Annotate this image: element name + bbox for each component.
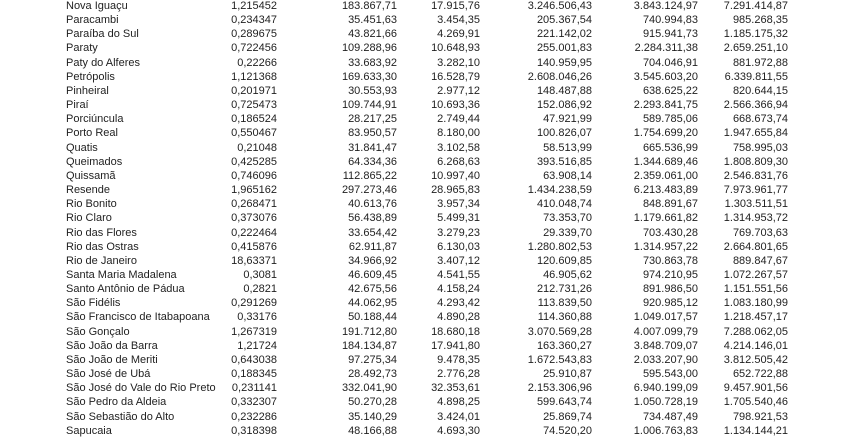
value-cell: 2.608.046,26 (527, 70, 592, 83)
value-cell: 7.288.062,05 (723, 325, 788, 338)
table-row (66, 211, 788, 225)
table-row (66, 296, 788, 310)
municipality-name-cell: São José do Vale do Rio Preto (66, 382, 216, 395)
value-cell: 1.083.180,99 (723, 297, 788, 310)
value-cell: 0,643038 (231, 353, 277, 366)
table-row (66, 282, 788, 296)
value-cell: 0,318398 (231, 424, 277, 437)
value-cell: 1.314.953,72 (723, 212, 788, 225)
value-cell: 1,121368 (231, 70, 277, 83)
municipality-name-cell: Queimados (66, 155, 123, 168)
value-cell: 40.613,76 (348, 198, 397, 211)
value-cell: 0,232286 (231, 410, 277, 423)
value-cell: 64.334,36 (348, 155, 397, 168)
value-cell: 4.898,25 (437, 396, 480, 409)
value-cell: 0,415876 (231, 240, 277, 253)
value-cell: 6.940.199,09 (633, 382, 698, 395)
value-cell: 668.673,74 (732, 113, 788, 126)
value-cell: 255.001,83 (536, 42, 592, 55)
value-cell: 1.947.655,84 (723, 127, 788, 140)
value-cell: 35.140,29 (348, 410, 397, 423)
value-cell: 2.033.207,90 (633, 353, 698, 366)
municipality-name-cell: Quissamã (66, 169, 116, 182)
value-cell: 758.995,03 (732, 141, 788, 154)
municipality-name-cell: São Pedro da Aldeia (66, 396, 167, 409)
value-cell: 1.705.540,46 (723, 396, 788, 409)
value-cell: 1,215452 (231, 0, 277, 12)
value-cell: 652.722,88 (732, 368, 788, 381)
table-row (66, 339, 788, 353)
municipality-table-body (66, 0, 788, 438)
value-cell: 0,332307 (231, 396, 277, 409)
value-cell: 595.543,00 (642, 368, 698, 381)
municipality-name-cell: São João de Meriti (66, 353, 158, 366)
value-cell: 3.424,01 (437, 410, 480, 423)
value-cell: 703.430,28 (642, 226, 698, 239)
value-cell: 297.273,46 (341, 184, 397, 197)
value-cell: 4.269,91 (437, 28, 480, 41)
value-cell: 1.185.175,32 (723, 28, 788, 41)
value-cell: 740.994,83 (642, 14, 698, 27)
value-cell: 0,188345 (231, 368, 277, 381)
value-cell: 8.180,00 (437, 127, 480, 140)
value-cell: 28.965,83 (431, 184, 480, 197)
value-cell: 1.050.728,19 (633, 396, 698, 409)
municipality-name-cell: São José de Ubá (66, 368, 151, 381)
value-cell: 46.609,45 (348, 268, 397, 281)
value-cell: 332.041,90 (341, 382, 397, 395)
value-cell: 25.910,87 (543, 368, 592, 381)
value-cell: 148.487,88 (536, 84, 592, 97)
table-row (66, 70, 788, 84)
value-cell: 1.072.267,57 (723, 268, 788, 281)
value-cell: 3.454,35 (437, 14, 480, 27)
table-row (66, 310, 788, 324)
municipality-name-cell: Sapucaia (66, 424, 112, 437)
value-cell: 50.270,28 (348, 396, 397, 409)
value-cell: 47.921,99 (543, 113, 592, 126)
value-cell: 2.293.841,75 (633, 99, 698, 112)
value-cell: 2.153.306,96 (527, 382, 592, 395)
value-cell: 6.130,03 (437, 240, 480, 253)
value-cell: 212.731,26 (536, 283, 592, 296)
value-cell: 820.644,15 (732, 84, 788, 97)
value-cell: 205.367,54 (536, 14, 592, 27)
value-cell: 0,291269 (231, 297, 277, 310)
value-cell: 848.891,67 (642, 198, 698, 211)
value-cell: 18,63371 (231, 254, 277, 267)
value-cell: 6.268,63 (437, 155, 480, 168)
table-row (66, 0, 788, 13)
municipality-name-cell: Nova Iguaçu (66, 0, 128, 12)
table-row (66, 325, 788, 339)
value-cell: 74.520,20 (543, 424, 592, 437)
municipality-name-cell: Paraty (66, 42, 98, 55)
value-cell: 4.007.099,79 (633, 325, 698, 338)
municipality-name-cell: Rio das Ostras (66, 240, 139, 253)
table-row (66, 155, 788, 169)
value-cell: 29.339,70 (543, 226, 592, 239)
value-cell: 0,425285 (231, 155, 277, 168)
value-cell: 152.086,92 (536, 99, 592, 112)
value-cell: 83.950,57 (348, 127, 397, 140)
value-cell: 31.841,47 (348, 141, 397, 154)
table-row (66, 141, 788, 155)
value-cell: 3.545.603,20 (633, 70, 698, 83)
municipality-name-cell: São João da Barra (66, 339, 158, 352)
value-cell: 0,746096 (231, 169, 277, 182)
value-cell: 2.566.366,94 (723, 99, 788, 112)
value-cell: 191.712,80 (341, 325, 397, 338)
value-cell: 140.959,95 (536, 56, 592, 69)
value-cell: 0,725473 (231, 99, 277, 112)
value-cell: 56.438,89 (348, 212, 397, 225)
value-cell: 58.513,99 (543, 141, 592, 154)
value-cell: 3.279,23 (437, 226, 480, 239)
value-cell: 1,965162 (231, 184, 277, 197)
municipality-name-cell: Santo Antônio de Pádua (66, 283, 185, 296)
value-cell: 7.973.961,77 (723, 184, 788, 197)
table-row (66, 41, 788, 55)
municipality-name-cell: Santa Maria Madalena (66, 268, 177, 281)
table-row (66, 353, 788, 367)
value-cell: 2.749,44 (437, 113, 480, 126)
value-cell: 4.541,55 (437, 268, 480, 281)
municipality-name-cell: Quatis (66, 141, 98, 154)
value-cell: 3.848.709,07 (633, 339, 698, 352)
value-cell: 915.941,73 (642, 28, 698, 41)
value-cell: 6.339.811,55 (724, 70, 788, 83)
value-cell: 0,231141 (231, 382, 277, 395)
value-cell: 33.654,42 (348, 226, 397, 239)
value-cell: 769.703,63 (732, 226, 788, 239)
value-cell: 43.821,66 (348, 28, 397, 41)
value-cell: 25.869,74 (543, 410, 592, 423)
municipality-name-cell: Porciúncula (66, 113, 124, 126)
municipality-name-cell: Pinheiral (66, 84, 109, 97)
value-cell: 109.288,96 (341, 42, 397, 55)
value-cell: 4.214.146,01 (723, 339, 788, 352)
value-cell: 1.303.511,51 (724, 198, 788, 211)
value-cell: 589.785,06 (642, 113, 698, 126)
table-row (66, 197, 788, 211)
value-cell: 112.865,22 (342, 169, 397, 182)
value-cell: 3.282,10 (437, 56, 480, 69)
value-cell: 33.683,92 (348, 56, 397, 69)
value-cell: 4.158,24 (437, 283, 480, 296)
value-cell: 10.648,93 (431, 42, 480, 55)
value-cell: 113.839,50 (537, 297, 592, 310)
value-cell: 30.553,93 (348, 84, 397, 97)
value-cell: 891.986,50 (642, 283, 698, 296)
value-cell: 169.633,30 (341, 70, 397, 83)
value-cell: 1,267319 (231, 325, 277, 338)
value-cell: 3.407,12 (437, 254, 480, 267)
municipality-name-cell: Paty do Alferes (66, 56, 140, 69)
value-cell: 109.744,91 (341, 99, 397, 112)
value-cell: 0,201971 (231, 84, 277, 97)
value-cell: 1.808.809,30 (723, 155, 788, 168)
table-row (66, 27, 788, 41)
value-cell: 2.546.831,76 (723, 169, 788, 182)
value-cell: 183.867,71 (341, 0, 397, 12)
value-cell: 6.213.483,89 (633, 184, 698, 197)
table-row (66, 126, 788, 140)
value-cell: 9.478,35 (437, 353, 480, 366)
table-row (66, 395, 788, 409)
municipality-table (66, 0, 788, 438)
value-cell: 4.693,30 (437, 424, 480, 437)
value-cell: 0,33176 (237, 311, 277, 324)
value-cell: 10.997,40 (431, 169, 480, 182)
value-cell: 163.360,27 (536, 339, 592, 352)
table-row (66, 410, 788, 424)
table-row (66, 183, 788, 197)
municipality-name-cell: Resende (66, 184, 111, 197)
table-row (66, 13, 788, 27)
value-cell: 1,21724 (237, 339, 277, 352)
value-cell: 599.643,74 (536, 396, 592, 409)
value-cell: 0,22266 (237, 56, 277, 69)
value-cell: 50.188,44 (348, 311, 397, 324)
municipality-name-cell: São Sebastião do Alto (66, 410, 175, 423)
value-cell: 2.284.311,38 (634, 42, 698, 55)
value-cell: 114.360,88 (537, 311, 592, 324)
value-cell: 221.142,02 (536, 28, 592, 41)
value-cell: 4.293,42 (437, 297, 480, 310)
municipality-name-cell: Paracambi (66, 14, 119, 27)
value-cell: 28.492,73 (348, 368, 397, 381)
municipality-name-cell: Piraí (66, 99, 89, 112)
value-cell: 0,3081 (243, 268, 277, 281)
table-row (66, 84, 788, 98)
value-cell: 410.048,74 (536, 198, 592, 211)
value-cell: 1.179.661,82 (633, 212, 698, 225)
value-cell: 63.908,14 (543, 169, 592, 182)
value-cell: 889.847,67 (732, 254, 788, 267)
value-cell: 18.680,18 (431, 325, 480, 338)
value-cell: 73.353,70 (543, 212, 592, 225)
value-cell: 17.941,80 (431, 339, 480, 352)
table-row (66, 424, 788, 438)
value-cell: 1.280.802,53 (527, 240, 592, 253)
value-cell: 120.609,85 (536, 254, 592, 267)
value-cell: 730.863,78 (642, 254, 698, 267)
table-row (66, 367, 788, 381)
value-cell: 3.246.506,43 (527, 0, 592, 12)
value-cell: 0,222464 (231, 226, 277, 239)
table-row (66, 112, 788, 126)
municipality-name-cell: São Fidélis (66, 297, 121, 310)
value-cell: 0,186524 (231, 113, 277, 126)
value-cell: 2.659.251,10 (723, 42, 788, 55)
value-cell: 2.776,28 (437, 368, 480, 381)
value-cell: 46.905,62 (543, 268, 592, 281)
value-cell: 734.487,49 (642, 410, 698, 423)
value-cell: 2.359.061,00 (633, 169, 698, 182)
value-cell: 665.536,99 (642, 141, 698, 154)
table-row (66, 169, 788, 183)
value-cell: 3.812.505,42 (723, 353, 788, 366)
table-row (66, 254, 788, 268)
value-cell: 0,268471 (231, 198, 277, 211)
municipality-name-cell: Rio Claro (66, 212, 112, 225)
value-cell: 62.911,87 (348, 240, 397, 253)
value-cell: 17.915,76 (431, 0, 480, 12)
value-cell: 48.166,88 (348, 424, 397, 437)
value-cell: 1.314.957,22 (633, 240, 698, 253)
municipality-name-cell: Petrópolis (66, 70, 115, 83)
value-cell: 0,234347 (231, 14, 277, 27)
value-cell: 0,550467 (231, 127, 277, 140)
value-cell: 7.291.414,87 (723, 0, 788, 12)
value-cell: 44.062,95 (348, 297, 397, 310)
value-cell: 1.344.689,46 (633, 155, 698, 168)
value-cell: 35.451,63 (348, 14, 397, 27)
value-cell: 974.210,95 (642, 268, 698, 281)
table-row (66, 381, 788, 395)
value-cell: 34.966,92 (348, 254, 397, 267)
value-cell: 1.006.763,83 (633, 424, 698, 437)
value-cell: 920.985,12 (642, 297, 698, 310)
value-cell: 28.217,25 (348, 113, 397, 126)
municipality-name-cell: Rio Bonito (66, 198, 117, 211)
municipality-name-cell: Porto Real (66, 127, 118, 140)
municipality-name-cell: São Gonçalo (66, 325, 130, 338)
value-cell: 798.921,53 (732, 410, 788, 423)
value-cell: 3.957,34 (437, 198, 480, 211)
value-cell: 0,722456 (231, 42, 277, 55)
value-cell: 881.972,88 (732, 56, 788, 69)
value-cell: 3.843.124,97 (633, 0, 698, 12)
value-cell: 4.890,28 (437, 311, 480, 324)
value-cell: 9.457.901,56 (723, 382, 788, 395)
value-cell: 10.693,36 (431, 99, 480, 112)
value-cell: 1.151.551,56 (723, 283, 788, 296)
value-cell: 393.516,85 (536, 155, 592, 168)
value-cell: 1.134.144,21 (723, 424, 788, 437)
value-cell: 5.499,31 (437, 212, 480, 225)
value-cell: 704.046,91 (642, 56, 698, 69)
value-cell: 100.826,07 (536, 127, 592, 140)
value-cell: 1.434.238,59 (527, 184, 592, 197)
municipality-name-cell: Rio das Flores (66, 226, 137, 239)
value-cell: 3.070.569,28 (527, 325, 592, 338)
table-row (66, 240, 788, 254)
value-cell: 1.049.017,57 (633, 311, 698, 324)
table-row (66, 226, 788, 240)
table-row (66, 268, 788, 282)
value-cell: 16.528,79 (431, 70, 480, 83)
value-cell: 1.672.543,83 (527, 353, 592, 366)
value-cell: 97.275,34 (348, 353, 397, 366)
value-cell: 0,373076 (231, 212, 277, 225)
value-cell: 1.218.457,17 (723, 311, 788, 324)
municipality-name-cell: São Francisco de Itabapoana (66, 311, 210, 324)
value-cell: 0,21048 (237, 141, 277, 154)
table-row (66, 98, 788, 112)
value-cell: 42.675,56 (348, 283, 397, 296)
value-cell: 2.977,12 (437, 84, 480, 97)
municipality-name-cell: Rio de Janeiro (66, 254, 137, 267)
value-cell: 1.754.699,20 (633, 127, 698, 140)
municipality-name-cell: Paraíba do Sul (66, 28, 139, 41)
value-cell: 985.268,35 (732, 14, 788, 27)
table-row (66, 56, 788, 70)
value-cell: 32.353,61 (431, 382, 480, 395)
value-cell: 184.134,87 (341, 339, 397, 352)
value-cell: 0,2821 (243, 283, 277, 296)
value-cell: 3.102,58 (437, 141, 480, 154)
value-cell: 0,289675 (231, 28, 277, 41)
value-cell: 2.664.801,65 (723, 240, 788, 253)
value-cell: 638.625,22 (642, 84, 698, 97)
